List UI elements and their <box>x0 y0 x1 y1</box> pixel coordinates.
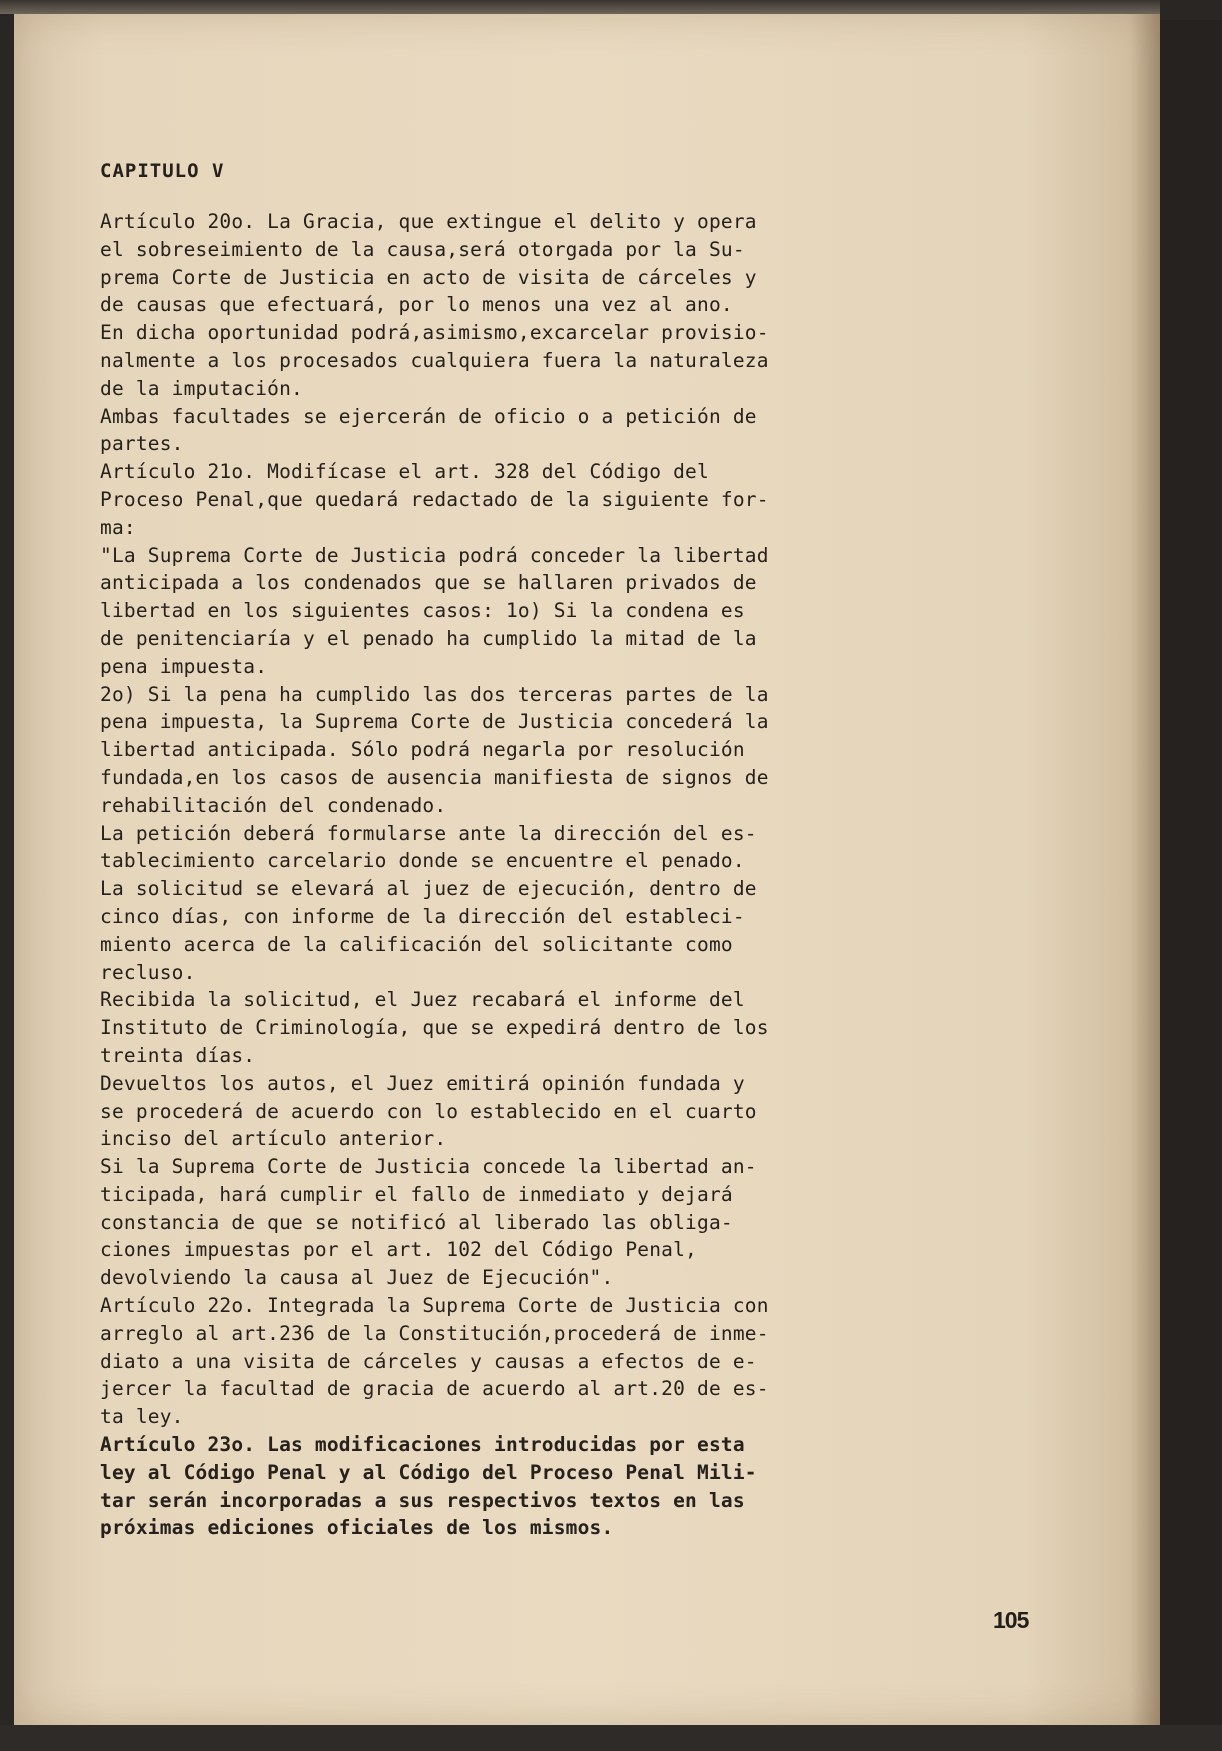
text-line: libertad anticipada. Sólo podrá negarla por resolución <box>100 738 745 762</box>
scan-right-edge <box>1160 20 1222 1725</box>
text-line: de causas que efectuará, por lo menos una vez al ano. <box>100 293 733 317</box>
text-line: Artículo 21o. Modifícase el art. 328 del Código del <box>100 460 709 484</box>
text-line: partes. <box>100 432 184 456</box>
text-line: Devueltos los autos, el Juez emitirá opinión fundada y <box>100 1071 745 1095</box>
text-line: recluso. <box>100 960 196 984</box>
text-line: Artículo 20o. La Gracia, que extingue el delito y opera <box>100 210 757 233</box>
scan-bottom-edge <box>0 1725 1222 1751</box>
text-line: Ambas facultades se ejercerán de oficio o a petición de <box>100 404 757 428</box>
scan-top-edge <box>0 0 1160 14</box>
text-line: Artículo 22o. Integrada la Suprema Corte de Justicia con <box>100 1294 769 1318</box>
text-line: Recibida la solicitud, el Juez recabará el informe del <box>100 988 745 1012</box>
text-line: Si la Suprema Corte de Justicia concede la libertad an- <box>100 1155 757 1179</box>
text-line: La solicitud se elevará al juez de ejecución, dentro de <box>100 877 757 901</box>
text-line: próximas ediciones oficiales de los mismos. <box>100 1516 614 1540</box>
text-line: ticipada, hará cumplir el fallo de inmediato y dejará <box>100 1182 733 1206</box>
text-line: Proceso Penal,que quedará redactado de la siguiente for- <box>100 487 769 511</box>
text-line: devolviendo la causa al Juez de Ejecución". <box>100 1266 614 1290</box>
text-line: pena impuesta, la Suprema Corte de Justicia concederá la <box>100 710 769 734</box>
text-line: "La Suprema Corte de Justicia podrá conceder la libertad <box>100 543 769 567</box>
text-line: ley al Código Penal y al Código del Proceso Penal Mili- <box>100 1460 757 1484</box>
text-line: Instituto de Criminología, que se expedirá dentro de los <box>100 1016 769 1040</box>
text-line: diato a una visita de cárceles y causas a efectos de e- <box>100 1349 757 1373</box>
text-line: cinco días, con informe de la dirección del estableci- <box>100 904 745 928</box>
text-line: fundada,en los casos de ausencia manifiesta de signos de <box>100 765 769 789</box>
chapter-title: CAPITULO V <box>100 160 225 182</box>
text-line: Artículo 23o. Las modificaciones introducidas por esta <box>100 1433 745 1457</box>
text-line: En dicha oportunidad podrá,asimismo,excarcelar provisio- <box>100 321 769 345</box>
page-number: 105 <box>993 1607 1029 1633</box>
text-line: La petición deberá formularse ante la dirección del es- <box>100 821 757 845</box>
text-line: rehabilitación del condenado. <box>100 793 447 817</box>
page-fold-shadow <box>1130 14 1160 1725</box>
text-line: ta ley. <box>100 1405 184 1429</box>
text-line: jercer la facultad de gracia de acuerdo al art.20 de es- <box>100 1377 769 1401</box>
text-line: inciso del artículo anterior. <box>100 1127 447 1151</box>
text-line: el sobreseimiento de la causa,será otorgada por la Su- <box>100 237 745 261</box>
text-line: de la imputación. <box>100 376 303 400</box>
text-line: miento acerca de la calificación del solicitante como <box>100 932 733 956</box>
article-23-lines <box>100 1431 1044 1542</box>
text-line: libertad en los siguientes casos: 1o) Si la condena es <box>100 599 745 623</box>
text-line: ciones impuestas por el art. 102 del Código Penal, <box>100 1238 697 1262</box>
body-text <box>100 208 1044 1542</box>
text-line: nalmente a los procesados cualquiera fuera la naturaleza <box>100 348 769 372</box>
text-line: prema Corte de Justicia en acto de visita de cárceles y <box>100 265 757 289</box>
text-line: arreglo al art.236 de la Constitución,procederá de inme- <box>100 1321 769 1345</box>
text-line: se procederá de acuerdo con lo establecido en el cuarto <box>100 1099 757 1123</box>
text-line: treinta días. <box>100 1043 256 1067</box>
text-line: constancia de que se notificó al liberado las obliga- <box>100 1210 733 1234</box>
page-content <box>100 160 1044 1542</box>
article-lines <box>100 208 1044 1431</box>
text-line: anticipada a los condenados que se hallaren privados de <box>100 571 757 595</box>
text-line: 2o) Si la pena ha cumplido las dos terceras partes de la <box>100 682 769 706</box>
text-line: ma: <box>100 515 136 539</box>
text-line: tablecimiento carcelario donde se encuentre el penado. <box>100 849 745 873</box>
text-line: pena impuesta. <box>100 654 268 678</box>
text-line: tar serán incorporadas a sus respectivos textos en las <box>100 1488 745 1512</box>
text-line: de penitenciaría y el penado ha cumplido la mitad de la <box>100 626 757 650</box>
